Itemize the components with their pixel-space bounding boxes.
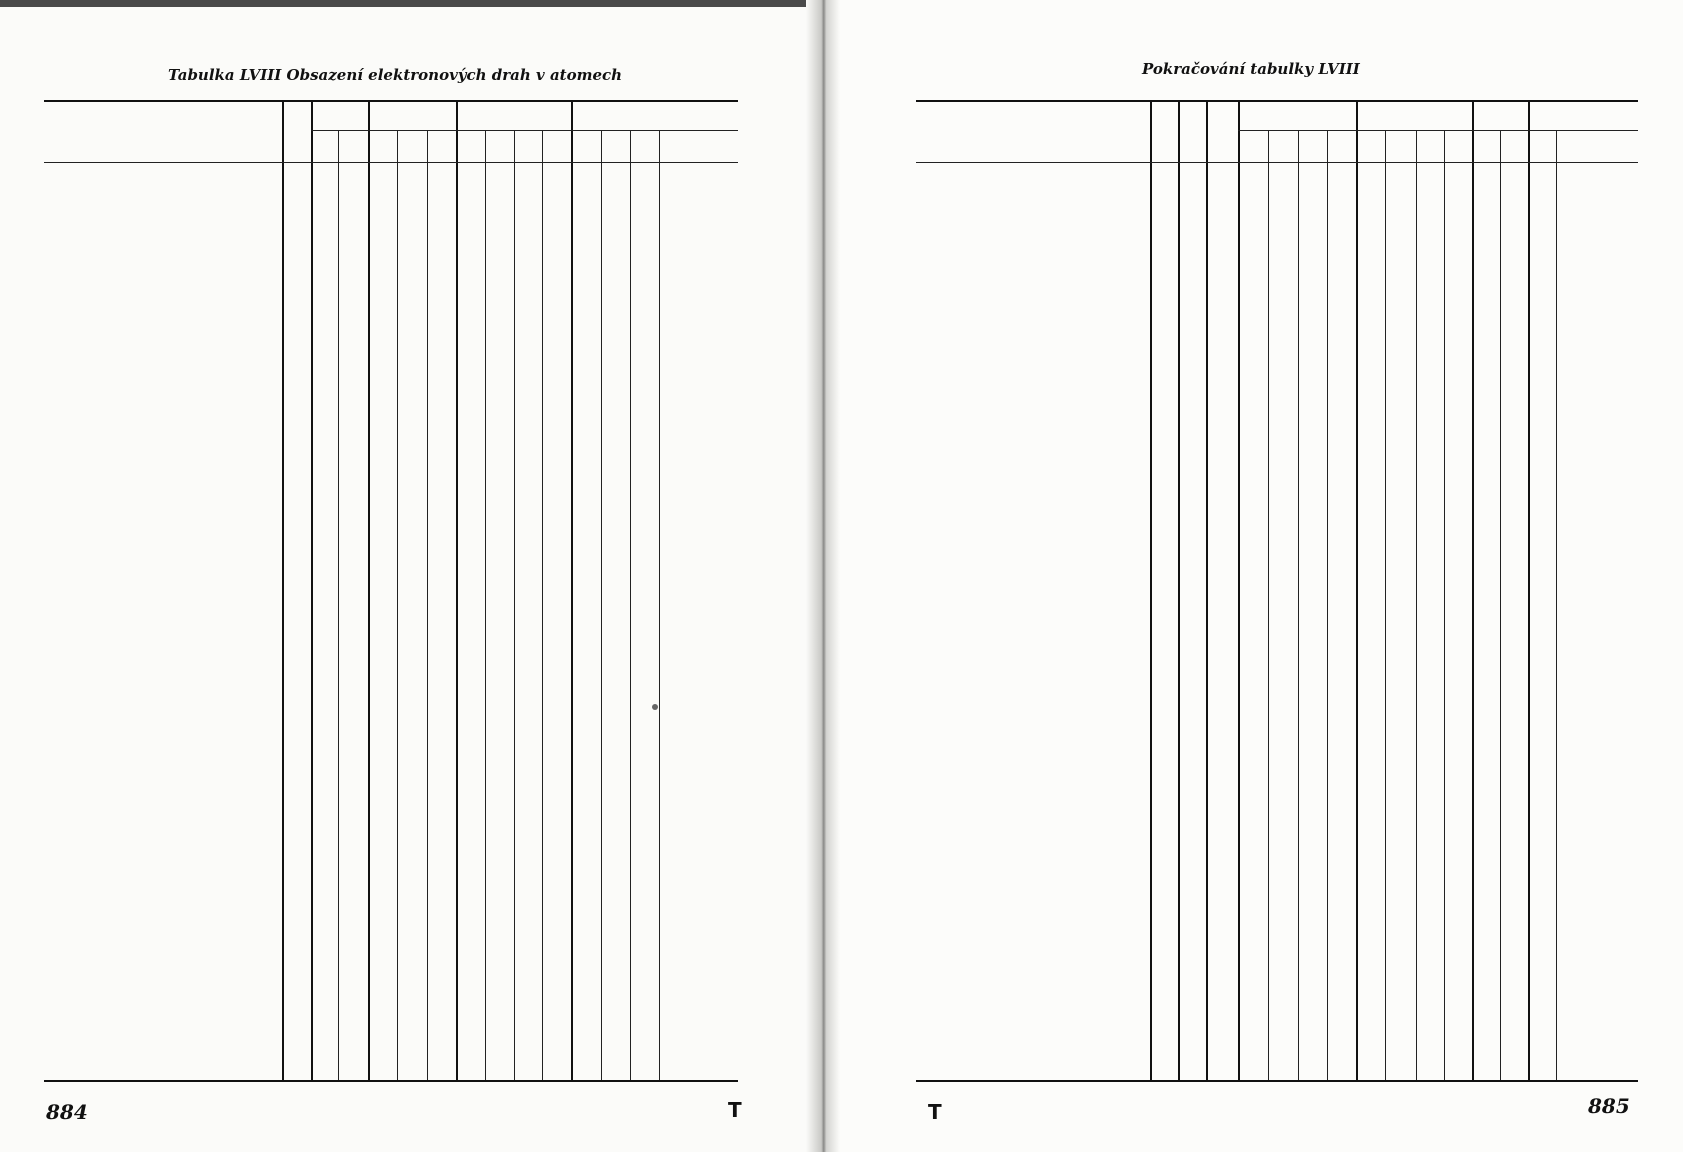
- table-row: [44, 888, 738, 906]
- signature-mark-right: T: [928, 1100, 942, 1124]
- left-table-caption: Tabulka LVIII Obsazení elektronových drah v atomech: [168, 66, 623, 84]
- table-row: [916, 457, 1638, 475]
- table-row: [916, 313, 1638, 331]
- book-gutter: [806, 0, 840, 1152]
- right-table-caption: Pokračování tabulky LVIII: [1142, 60, 1360, 78]
- table-row: [44, 387, 738, 405]
- header-bottom-rule: [44, 162, 738, 163]
- table-row: [44, 369, 738, 387]
- table-row: [916, 707, 1638, 725]
- table-row: [916, 815, 1638, 833]
- table-row: [916, 278, 1638, 296]
- table-row: [916, 797, 1638, 815]
- table-row: [916, 779, 1638, 797]
- table-row: [44, 906, 738, 924]
- header-mid-rule: [311, 130, 738, 131]
- table-row: [916, 421, 1638, 439]
- table-row: [44, 423, 738, 441]
- table-row: [916, 886, 1638, 904]
- table-row: [916, 850, 1638, 868]
- table-row: [44, 441, 738, 459]
- table-row: [44, 351, 738, 369]
- header-bottom-rule: [916, 162, 1638, 163]
- table-row: [44, 244, 738, 262]
- table-row: [916, 904, 1638, 922]
- table-row: [44, 673, 738, 691]
- table-row: [44, 655, 738, 673]
- table-row: [916, 295, 1638, 313]
- table-row: [916, 224, 1638, 242]
- table-row: [44, 602, 738, 620]
- table-row: [44, 1013, 738, 1031]
- left-page: [0, 0, 820, 1152]
- table-row: [44, 208, 738, 226]
- table-row: [916, 868, 1638, 886]
- table-row: [916, 743, 1638, 761]
- table-row: [44, 566, 738, 584]
- table-row: [916, 528, 1638, 546]
- table-row: [916, 546, 1638, 564]
- table-row: [44, 638, 738, 656]
- table-row: [916, 671, 1638, 689]
- table-row: [44, 996, 738, 1014]
- page-number-right: 885: [1588, 1094, 1630, 1118]
- table-row: [44, 745, 738, 763]
- table-row: [44, 280, 738, 298]
- table-row: [916, 636, 1638, 654]
- table-row: [44, 942, 738, 960]
- table-row: [916, 331, 1638, 349]
- scan-edge: [0, 0, 806, 7]
- table-row: [44, 190, 738, 208]
- table-row: [44, 834, 738, 852]
- print-speck: [652, 704, 658, 710]
- table-row: [44, 763, 738, 781]
- table-row: [44, 315, 738, 333]
- table-row: [44, 960, 738, 978]
- header-mid-rule: [1238, 130, 1638, 131]
- table-row: [44, 620, 738, 638]
- table-row: [916, 367, 1638, 385]
- table-row: [916, 725, 1638, 743]
- table-row: [916, 958, 1638, 976]
- electron-table-left: [44, 100, 738, 1082]
- table-row: [916, 439, 1638, 457]
- table-row: [44, 226, 738, 244]
- table-row: [44, 978, 738, 996]
- electron-table-right: [916, 100, 1638, 1082]
- table-row: [44, 494, 738, 512]
- table-row: [916, 832, 1638, 850]
- table-row: [44, 799, 738, 817]
- table-row: [916, 994, 1638, 1012]
- table-row: [44, 781, 738, 799]
- table-row: [44, 262, 738, 280]
- table-row: [44, 691, 738, 709]
- table-row: [916, 474, 1638, 492]
- table-row: [44, 405, 738, 423]
- table-row: [916, 510, 1638, 528]
- table-row: [916, 940, 1638, 958]
- table-row: [916, 349, 1638, 367]
- table-row: [916, 492, 1638, 510]
- table-row: [916, 976, 1638, 994]
- table-row: [44, 924, 738, 942]
- table-row: [916, 689, 1638, 707]
- table-row: [44, 1049, 738, 1067]
- table-row: [916, 188, 1638, 206]
- table-row: [916, 653, 1638, 671]
- table-row: [916, 618, 1638, 636]
- table-row: [44, 512, 738, 530]
- table-row: [916, 582, 1638, 600]
- table-row: [44, 297, 738, 315]
- table-row: [916, 385, 1638, 403]
- table-row: [916, 922, 1638, 940]
- table-row: [44, 584, 738, 602]
- page-number-left: 884: [46, 1100, 88, 1124]
- table-row: [916, 1011, 1638, 1029]
- table-row: [44, 817, 738, 835]
- table-row: [916, 206, 1638, 224]
- table-row: [44, 476, 738, 494]
- table-row: [916, 1029, 1638, 1047]
- table-row: [44, 870, 738, 888]
- table-row: [44, 333, 738, 351]
- table-row: [44, 548, 738, 566]
- table-row: [916, 242, 1638, 260]
- table-row: [44, 530, 738, 548]
- table-row: [916, 564, 1638, 582]
- table-row: [916, 260, 1638, 278]
- table-row: [44, 727, 738, 745]
- table-row: [916, 403, 1638, 421]
- table-row: [916, 600, 1638, 618]
- table-row: [44, 459, 738, 477]
- table-row: [44, 852, 738, 870]
- table-row: [916, 1047, 1638, 1065]
- table-row: [44, 709, 738, 727]
- table-row: [44, 1031, 738, 1049]
- right-page: [832, 0, 1683, 1152]
- signature-mark-left: T: [728, 1098, 742, 1122]
- table-row: [916, 761, 1638, 779]
